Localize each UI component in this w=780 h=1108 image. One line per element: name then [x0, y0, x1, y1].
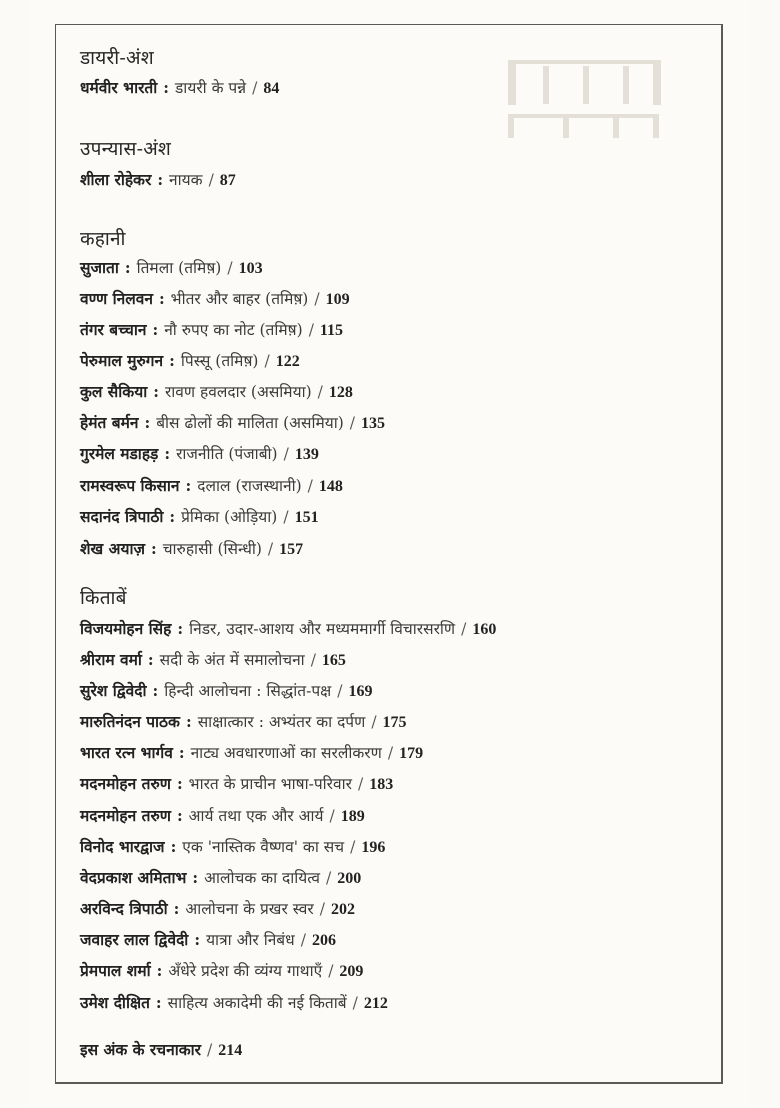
entry-title: नौ रुपए का नोट (तमिष़) [164, 321, 303, 339]
slash-separator: / [349, 414, 356, 432]
colon-separator: : [124, 258, 131, 277]
toc-entry[interactable] [80, 415, 385, 432]
entry-title: दलाल (राजस्थानी) [197, 477, 302, 495]
entry-title: इस अंक के रचनाकार [80, 1040, 201, 1059]
slash-separator: / [300, 931, 306, 949]
slash-separator: / [329, 807, 335, 825]
entry-title: चारुहासी (सिन्धी) [162, 540, 262, 558]
colon-separator: : [153, 382, 159, 401]
colon-separator: : [158, 289, 165, 308]
entry-page-number: 196 [361, 839, 386, 856]
entry-title: राजनीति (पंजाबी) [176, 445, 278, 463]
entry-title: आलोचना के प्रखर स्वर [185, 900, 314, 918]
slash-separator: / [310, 651, 316, 669]
slash-separator: / [283, 508, 289, 526]
entry-author: गुरमेल मडाहड़ [80, 444, 159, 463]
slash-separator: / [267, 540, 274, 558]
entry-title: नायक [169, 171, 203, 189]
toc-entry[interactable] [80, 932, 336, 949]
entry-title: हिन्दी आलोचना : सिद्धांत-पक्ष [164, 682, 332, 700]
colon-separator: : [152, 681, 159, 700]
entry-page-number: 179 [399, 745, 424, 762]
entry-title: तिमला (तमिष़) [136, 259, 222, 277]
slash-separator: / [350, 838, 356, 856]
toc-entry[interactable] [80, 541, 303, 558]
colon-separator: : [173, 899, 180, 918]
slash-separator: / [314, 290, 320, 308]
colon-separator: : [155, 993, 162, 1012]
slash-separator: / [352, 994, 358, 1012]
entry-page-number: 169 [348, 683, 373, 700]
entry-author: हेमंत बर्मन [80, 413, 139, 432]
entry-title: अँधेरे प्रदेश की व्यंग्य गाथाएँ [168, 962, 323, 980]
colon-separator: : [185, 712, 192, 731]
entry-page-number: 209 [339, 963, 364, 980]
colon-separator: : [147, 650, 154, 669]
toc-entry[interactable] [80, 745, 423, 762]
entry-page-number: 122 [275, 353, 300, 370]
toc-entry[interactable] [80, 621, 496, 638]
slash-separator: / [207, 1041, 213, 1059]
entry-title: यात्रा और निबंध [206, 931, 295, 949]
toc-entry[interactable] [80, 478, 343, 495]
entry-title: आर्य तथा एक और आर्य [188, 807, 324, 825]
slash-separator: / [461, 620, 467, 638]
entry-author: मदनमोहन तरुण [80, 806, 171, 825]
entry-author: विनोद भारद्वाज [80, 837, 165, 856]
slash-separator: / [307, 477, 313, 495]
slash-separator: / [337, 682, 343, 700]
toc-entry[interactable] [80, 839, 385, 856]
slash-separator: / [308, 321, 314, 339]
toc-entry[interactable] [80, 963, 363, 980]
toc-entry[interactable] [80, 995, 388, 1012]
entry-author: कुल सैकिया [80, 382, 148, 401]
colon-separator: : [176, 806, 183, 825]
entry-page-number: 202 [330, 901, 355, 918]
colon-separator: : [170, 837, 177, 856]
entry-author: तंगर बच्चान [80, 320, 147, 339]
entry-page-number: 151 [294, 509, 319, 526]
slash-separator: / [328, 962, 334, 980]
entry-author: उमेश दीक्षित [80, 993, 150, 1012]
entry-page-number: 84 [263, 80, 280, 97]
entry-page-number: 139 [294, 446, 319, 463]
entry-title: साक्षात्कार : अभ्यंतर का दर्पण [197, 713, 366, 731]
entry-author: सुजाता [80, 258, 119, 277]
toc-entry[interactable] [80, 322, 343, 339]
entry-page-number: 212 [363, 995, 388, 1012]
entry-title: नाट्य अवधारणाओं का सरलीकरण [190, 744, 382, 762]
entry-title: आलोचक का दायित्व [204, 869, 320, 887]
entry-author: शीला रोहेकर [80, 170, 152, 189]
entry-page-number: 87 [219, 172, 236, 189]
entry-author: सदानंद त्रिपाठी [80, 507, 164, 526]
colon-separator: : [144, 413, 151, 432]
entry-title: एक 'नास्तिक वैष्णव' का सच [182, 838, 345, 856]
section-heading-diary: डायरी-अंश [80, 47, 154, 69]
entry-page-number: 160 [472, 621, 497, 638]
entry-author: श्रीराम वर्मा [80, 650, 142, 669]
colon-separator: : [164, 444, 171, 463]
entry-page-number: 109 [325, 291, 350, 308]
entry-page-number: 175 [382, 714, 407, 731]
colon-separator: : [176, 774, 183, 793]
entry-page-number: 206 [311, 932, 336, 949]
colon-separator: : [169, 351, 175, 370]
toc-entry[interactable] [80, 776, 393, 793]
toc-entry[interactable] [80, 808, 365, 825]
entry-title: भारत के प्राचीन भाषा-परिवार [188, 775, 352, 793]
entry-author: अरविन्द त्रिपाठी [80, 899, 168, 918]
slash-separator: / [387, 744, 394, 762]
slash-separator: / [319, 900, 325, 918]
toc-entry[interactable] [80, 870, 361, 887]
entry-author: शेख अयाज़ [80, 539, 145, 558]
entry-page-number: 157 [279, 541, 304, 558]
slash-separator: / [358, 775, 364, 793]
entry-author: वण्ण निलवन [80, 289, 153, 308]
entry-author: वेदप्रकाश अमिताभ [80, 868, 187, 887]
entry-title: बीस ढोलों की मालिता (असमिया) [156, 414, 344, 432]
entry-page-number: 183 [369, 776, 394, 793]
toc-entry[interactable] [80, 509, 319, 526]
section-heading-novel-excerpt: उपन्यास-अंश [80, 138, 172, 160]
colon-separator: : [150, 539, 157, 558]
entry-author: सुरेश द्विवेदी [80, 681, 147, 700]
colon-separator: : [194, 930, 201, 949]
colon-separator: : [185, 476, 192, 495]
toc-entry[interactable] [80, 446, 319, 463]
entry-title: सदी के अंत में समालोचना [159, 651, 305, 669]
entry-author: मारुतिनंदन पाठक [80, 712, 180, 731]
entry-title: भीतर और बाहर (तमिष़) [170, 290, 309, 308]
colon-separator: : [156, 961, 163, 980]
entry-author: प्रेमपाल शर्मा [80, 961, 151, 980]
slash-separator: / [252, 79, 258, 97]
entry-page-number: 189 [340, 808, 365, 825]
slash-separator: / [326, 869, 332, 887]
toc-entry[interactable] [80, 901, 355, 918]
colon-separator: : [157, 170, 164, 189]
entry-page-number: 165 [321, 652, 346, 669]
toc-entry[interactable] [80, 652, 346, 669]
toc-entry[interactable] [80, 384, 353, 401]
toc-entry-contributors[interactable] [80, 1042, 242, 1059]
entry-author: भारत रत्न भार्गव [80, 743, 173, 762]
entry-author: विजयमोहन सिंह [80, 619, 172, 638]
entry-title: पिस्सू (तमिष़) [180, 352, 259, 370]
colon-separator: : [152, 320, 159, 339]
colon-separator: : [192, 868, 199, 887]
entry-page-number: 115 [319, 322, 344, 339]
entry-page-number: 103 [238, 260, 263, 277]
slash-separator: / [317, 383, 323, 401]
entry-page-number: 148 [318, 478, 343, 495]
section-heading-stories: कहानी [80, 228, 126, 250]
entry-author: पेरुमाल मुरुगन [80, 351, 164, 370]
entry-page-number: 135 [361, 415, 386, 432]
toc-entry[interactable] [80, 260, 263, 277]
entry-author: जवाहर लाल द्विवेदी [80, 930, 189, 949]
toc-entry[interactable] [80, 714, 407, 731]
entry-title: रावण हवलदार (असमिया) [164, 383, 312, 401]
toc-entry[interactable] [80, 172, 236, 189]
entry-page-number: 128 [328, 384, 353, 401]
entry-title: डायरी के पन्ने [175, 79, 247, 97]
slash-separator: / [371, 713, 377, 731]
colon-separator: : [177, 619, 184, 638]
entry-page-number: 214 [218, 1042, 243, 1059]
toc-entry[interactable] [80, 291, 350, 308]
section-heading-books: किताबें [80, 587, 127, 609]
slash-separator: / [283, 445, 289, 463]
toc-entry[interactable] [80, 353, 300, 370]
entry-page-number: 200 [337, 870, 362, 887]
slash-separator: / [264, 352, 270, 370]
colon-separator: : [163, 78, 170, 97]
entry-author: रामस्वरूप किसान [80, 476, 180, 495]
entry-author: धर्मवीर भारती [80, 78, 158, 97]
toc-entry[interactable] [80, 683, 373, 700]
toc-entry[interactable] [80, 80, 279, 97]
entry-title: प्रेमिका (ओड़िया) [181, 508, 278, 526]
entry-title: साहित्य अकादेमी की नई किताबें [167, 994, 347, 1012]
entry-title: निडर, उदार-आशय और मध्यममार्गी विचारसरणि [189, 620, 456, 638]
slash-separator: / [227, 259, 233, 277]
entry-author: मदनमोहन तरुण [80, 774, 171, 793]
slash-separator: / [208, 171, 214, 189]
colon-separator: : [169, 507, 176, 526]
colon-separator: : [178, 743, 185, 762]
